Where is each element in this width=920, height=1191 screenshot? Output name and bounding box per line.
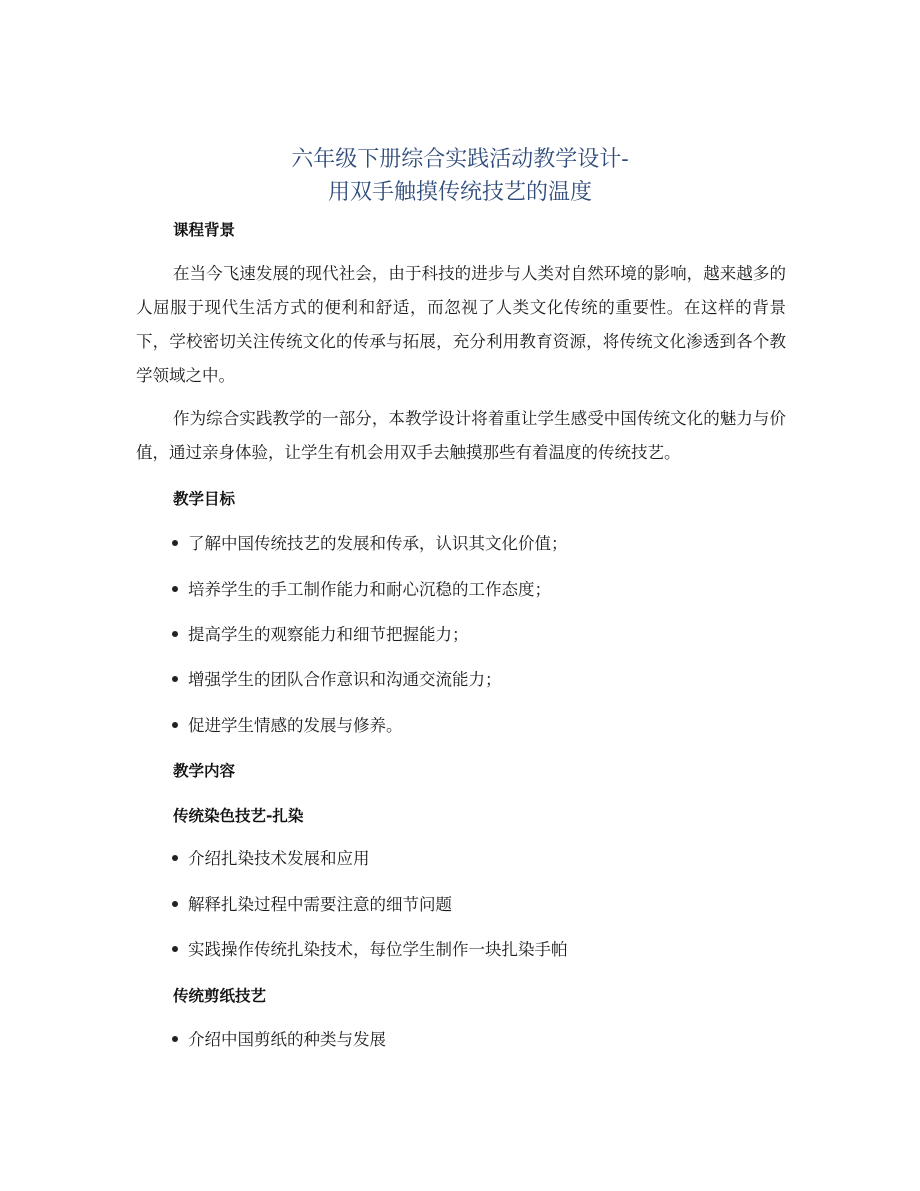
list-item — [172, 1028, 386, 1052]
list-item-text: 增强学生的团队合作意识和沟通交流能力； — [188, 670, 502, 689]
document-title-line-2: 用双手触摸传统技艺的温度 — [327, 180, 592, 205]
list-item-text: 提高学生的观察能力和细节把握能力； — [188, 625, 469, 644]
bullet-icon — [172, 722, 178, 728]
list-item-text: 解释扎染过程中需要注意的细节问题 — [188, 895, 452, 914]
bullet-icon — [172, 676, 178, 682]
list-item — [172, 623, 469, 647]
list-item — [172, 714, 403, 738]
bullet-icon — [172, 540, 178, 546]
heading-paper-cutting: 传统剪纸技艺 — [173, 987, 267, 1005]
bullet-icon — [172, 586, 178, 592]
list-item-text: 介绍扎染技术发展和应用 — [188, 849, 370, 868]
list-item — [172, 847, 370, 871]
bullet-icon — [172, 855, 178, 861]
list-item-text: 实践操作传统扎染技术，每位学生制作一块扎染手帕 — [188, 940, 568, 959]
list-item — [172, 532, 568, 556]
background-paragraph-1: 在当今飞速发展的现代社会，由于科技的进步与人类对自然环境的影响，越来越多的人屈服于现代生活方式的便利和舒适，而忽视了人类文化传统的重要性。在这样的背景下，学校密切关注传统文化的传承与拓展，充分利用教育资源，将传统文化渗透到各个教学领域之中。 — [136, 264, 786, 385]
list-item-text: 介绍中国剪纸的种类与发展 — [188, 1030, 386, 1049]
bullet-icon — [172, 946, 178, 952]
bullet-icon — [172, 631, 178, 637]
list-item-text: 了解中国传统技艺的发展和传承，认识其文化价值； — [188, 534, 568, 553]
document-title-line-1: 六年级下册综合实践活动教学设计- — [291, 147, 629, 172]
bullet-icon — [172, 901, 178, 907]
list-item-text: 促进学生情感的发展与修养。 — [188, 716, 403, 735]
list-item — [172, 938, 568, 962]
bullet-icon — [172, 1036, 178, 1042]
background-paragraph-2: 作为综合实践教学的一部分，本教学设计将着重让学生感受中国传统文化的魅力与价值，通过亲身体验，让学生有机会用双手去触摸那些有着温度的传统技艺。 — [136, 409, 786, 462]
heading-course-background: 课程背景 — [173, 221, 236, 239]
list-item-text: 培养学生的手工制作能力和耐心沉稳的工作态度； — [188, 580, 551, 599]
list-item — [172, 668, 502, 692]
heading-teaching-content: 教学内容 — [173, 762, 236, 780]
list-item — [172, 893, 452, 917]
list-item — [172, 578, 551, 602]
heading-teaching-goals: 教学目标 — [173, 490, 236, 508]
heading-tie-dye: 传统染色技艺-扎染 — [173, 807, 304, 825]
